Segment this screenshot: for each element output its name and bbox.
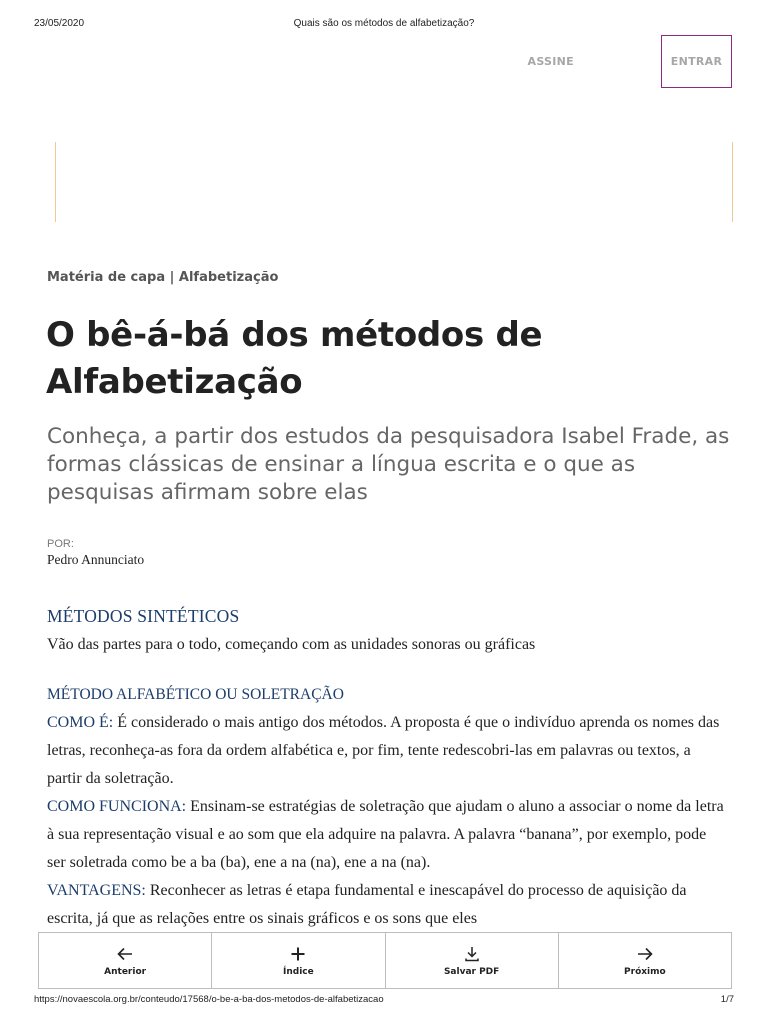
ad-frame-left-border xyxy=(55,142,56,222)
arrow-left-icon xyxy=(117,945,133,963)
bottom-nav xyxy=(38,932,732,989)
print-header xyxy=(0,0,768,29)
section-title: MÉTODOS SINTÉTICOS xyxy=(47,606,240,626)
section-description: Vão das partes para o todo, começando com as unidades sonoras ou gráficas xyxy=(47,636,536,653)
previous-button[interactable] xyxy=(39,933,212,988)
article-subhead: Conheça, a partir dos estudos da pesquisadora Isabel Frade, as formas clássicas de ensinar a língua escrita e o que as pesquisas afirmam sobre elas xyxy=(47,424,730,505)
byline-label: POR: xyxy=(47,538,74,550)
subsection-title: MÉTODO ALFABÉTICO OU SOLETRAÇÃO xyxy=(47,686,344,703)
ad-frame-right-border xyxy=(732,142,733,222)
next-label: Próximo xyxy=(624,966,666,977)
article-headline: O bê-á-bá dos métodos de Alfabetização xyxy=(46,315,543,402)
top-actions xyxy=(528,35,732,88)
como-e-label: COMO É: xyxy=(47,714,114,731)
como-e-text: É considerado o mais antigo dos métodos. A proposta é que o indivíduo aprenda os nomes das letras, reconheça-as fora da ordem alfabética e, por fim, tente redescobri-las em palavras ou textos, a partir da soletração. xyxy=(47,714,720,787)
save-pdf-label: Salvar PDF xyxy=(443,966,500,977)
index-button[interactable] xyxy=(212,933,385,988)
article-kicker: Matéria de capa | Alfabetização xyxy=(47,270,279,285)
print-title: Quais são os métodos de alfabetização? xyxy=(293,18,475,29)
login-button[interactable]: ENTRAR xyxy=(661,35,732,88)
vantagens-text: Reconhecer as letras é etapa fundamental e inescapável do processo de aquisição da escrita, já que as relações entre os sinais gráficos e os sons que eles xyxy=(47,882,687,927)
index-label: Índice xyxy=(283,966,314,977)
print-date: 23/05/2020 xyxy=(34,18,85,29)
previous-label: Anterior xyxy=(104,966,147,977)
subscribe-button[interactable]: ASSINE xyxy=(527,55,574,68)
author-name[interactable]: Pedro Annunciato xyxy=(47,552,145,567)
download-icon xyxy=(464,945,480,963)
vantagens-label: VANTAGENS: xyxy=(47,882,146,899)
next-button[interactable] xyxy=(559,933,731,988)
como-funciona-label: COMO FUNCIONA: xyxy=(47,798,187,815)
article-body xyxy=(47,709,727,933)
save-pdf-button[interactable] xyxy=(386,933,559,988)
como-funciona-text: Ensinam-se estratégias de soletração que ajudam o aluno a associar o nome da letra à sua representação visual e ao som que ela adquire na palavra. A palavra “banana”, por exemplo, pode ser soletrada como be a ba (ba), ene a na (na), ene a na (na). xyxy=(47,798,724,871)
footer-page-number: 1/7 xyxy=(720,994,734,1005)
arrow-right-icon xyxy=(637,945,653,963)
footer-url: https://novaescola.org.br/conteudo/17568/o-be-a-ba-dos-metodos-de-alfabetizacao xyxy=(34,994,384,1005)
plus-icon xyxy=(291,945,305,963)
